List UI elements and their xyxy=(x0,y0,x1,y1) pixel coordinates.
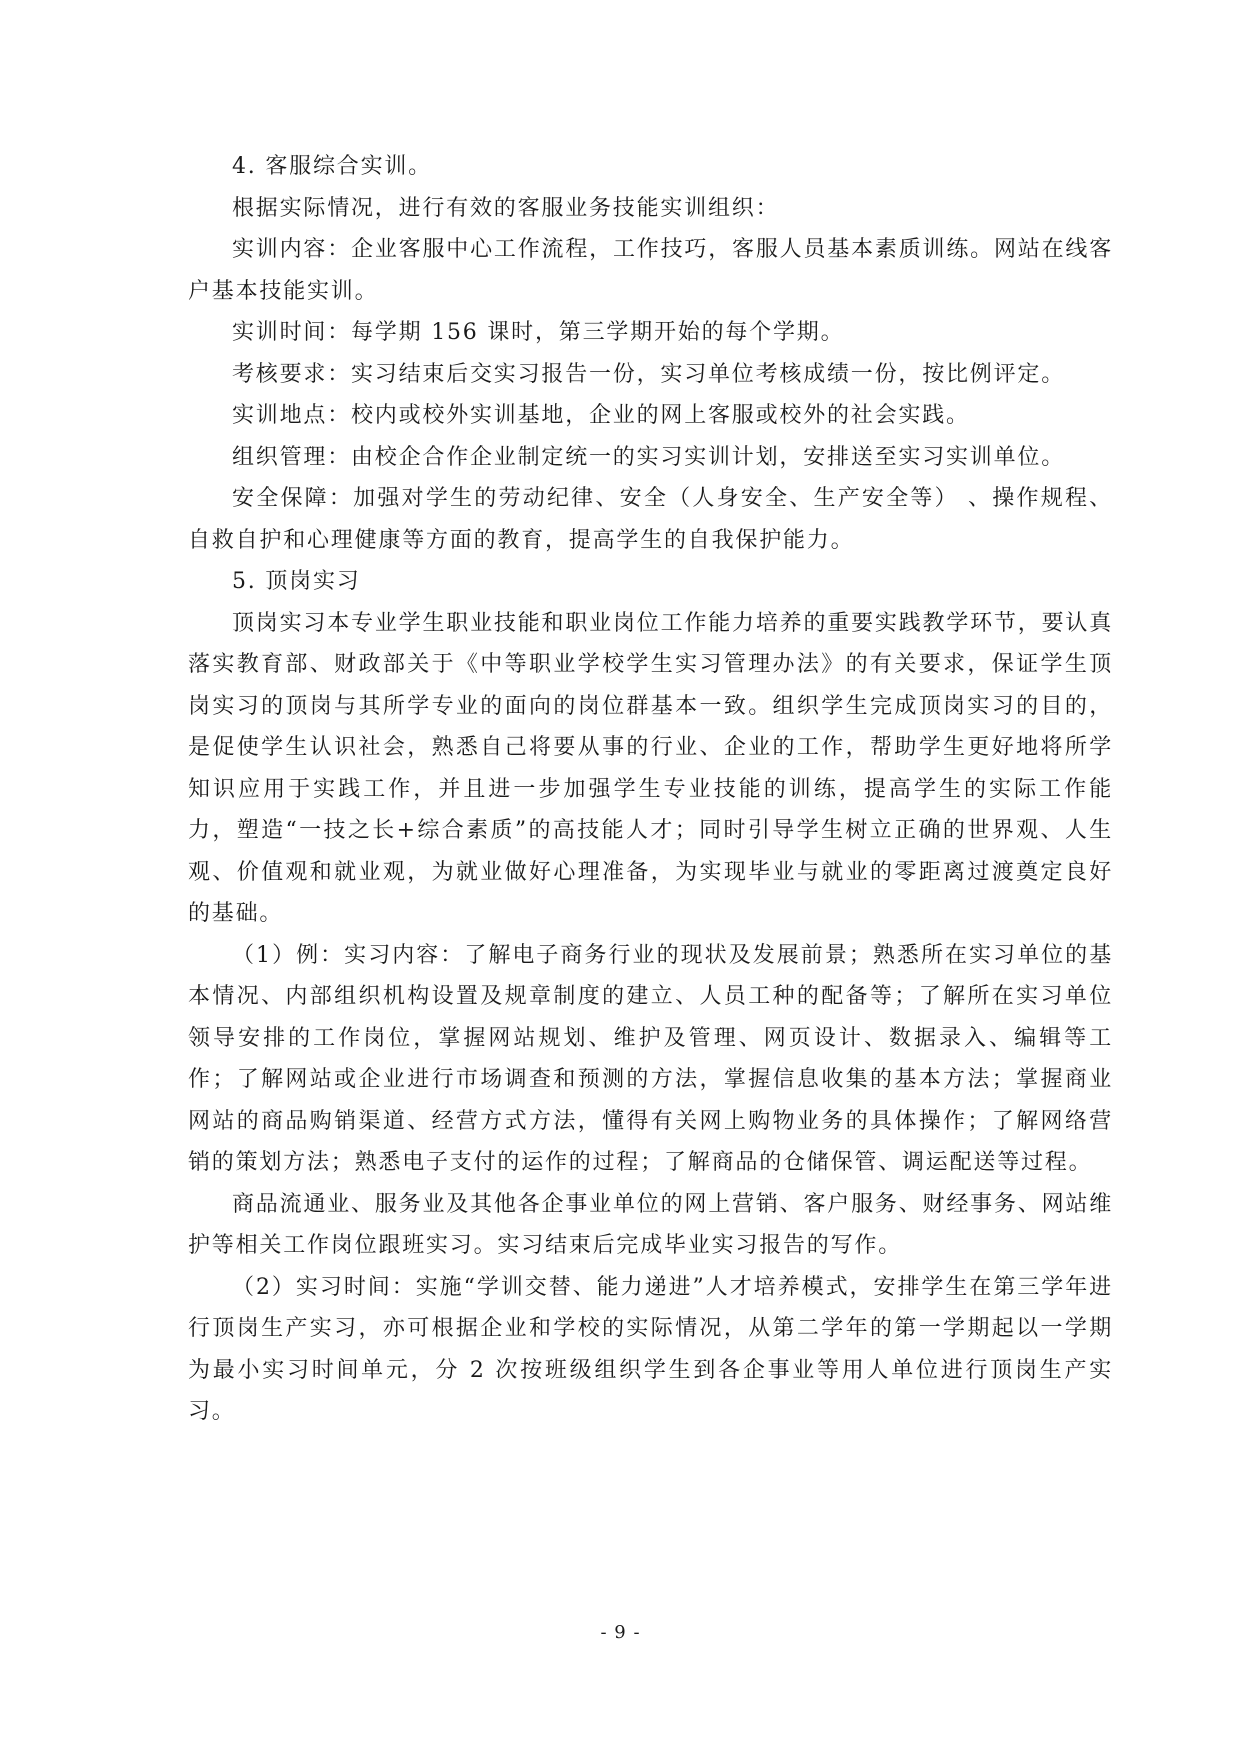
paragraph-training-time: 实训时间：每学期 156 课时，第三学期开始的每个学期。 xyxy=(232,320,845,345)
paragraph-internship-time: （2）实习时间：实施“学训交替、能力递进”人才培养模式，安排学生在第三学年进行顶岗生产实习，亦可根据企业和学校的实际情况，从第二学年的第一学期起以一学期为最小实习时间单元，分 2 次按班级组织学生到各企事业等用人单位进行顶岗生产实习。 xyxy=(188,1274,1113,1424)
paragraph-internship-positions: 商品流通业、服务业及其他各企事业单位的网上营销、客户服务、财经事务、网站维护等相关工作岗位跟班实习。实习结束后完成毕业实习报告的写作。 xyxy=(188,1191,1113,1258)
body-text xyxy=(188,146,1113,1433)
paragraph-training-location: 实训地点：校内或校外实训基地，企业的网上客服或校外的社会实践。 xyxy=(232,403,970,428)
paragraph-training-organization: 根据实际情况，进行有效的客服业务技能实训组织： xyxy=(232,195,780,221)
page-number: - 9 - xyxy=(600,1622,641,1643)
paragraph-organization-management: 组织管理：由校企合作企业制定统一的实习实训计划，安排送至实习实训单位。 xyxy=(232,444,1066,470)
section-heading-customer-service-training: 4. 客服综合实训。 xyxy=(232,154,432,179)
paragraph-assessment-requirements: 考核要求：实习结束后交实习报告一份，实习单位考核成绩一份，按比例评定。 xyxy=(232,361,1066,387)
paragraph-internship-overview: 顶岗实习本专业学生职业技能和职业岗位工作能力培养的重要实践教学环节，要认真落实教育部、财政部关于《中等职业学校学生实习管理办法》的有关要求，保证学生顶岗实习的顶岗与其所学专业的面向的岗位群基本一致。组织学生完成顶岗实习的目的，是促使学生认识社会，熟悉自己将要从事的行业、企业的工作，帮助学生更好地将所学知识应用于实践工作，并且进一步加强学生专业技能的训练，提高学生的实际工作能力，塑造“一技之长+综合素质”的高技能人才；同时引导学生树立正确的世界观、人生观、价值观和就业观，为就业做好心理准备，为实现毕业与就业的零距离过渡奠定良好的基础。 xyxy=(188,610,1113,926)
section-heading-internship: 5. 顶岗实习 xyxy=(232,569,361,594)
paragraph-safety-assurance: 安全保障：加强对学生的劳动纪律、安全（人身安全、生产安全等） 、操作规程、自救自护和心理健康等方面的教育，提高学生的自我保护能力。 xyxy=(188,486,1113,553)
paragraph-internship-content: （1）例：实习内容：了解电子商务行业的现状及发展前景；熟悉所在实习单位的基本情况、内部组织机构设置及规章制度的建立、人员工种的配备等；了解所在实习单位领导安排的工作岗位，掌握网站规划、维护及管理、网页设计、数据录入、编辑等工作；了解网站或企业进行市场调查和预测的方法，掌握信息收集的基本方法；掌握商业网站的商品购销渠道、经营方式方法，懂得有关网上购物业务的具体操作；了解网络营销的策划方法；熟悉电子支付的运作的过程；了解商品的仓储保管、调运配送等过程。 xyxy=(188,942,1113,1175)
paragraph-training-content: 实训内容：企业客服中心工作流程，工作技巧，客服人员基本素质训练。网站在线客户基本技能实训。 xyxy=(188,237,1113,304)
